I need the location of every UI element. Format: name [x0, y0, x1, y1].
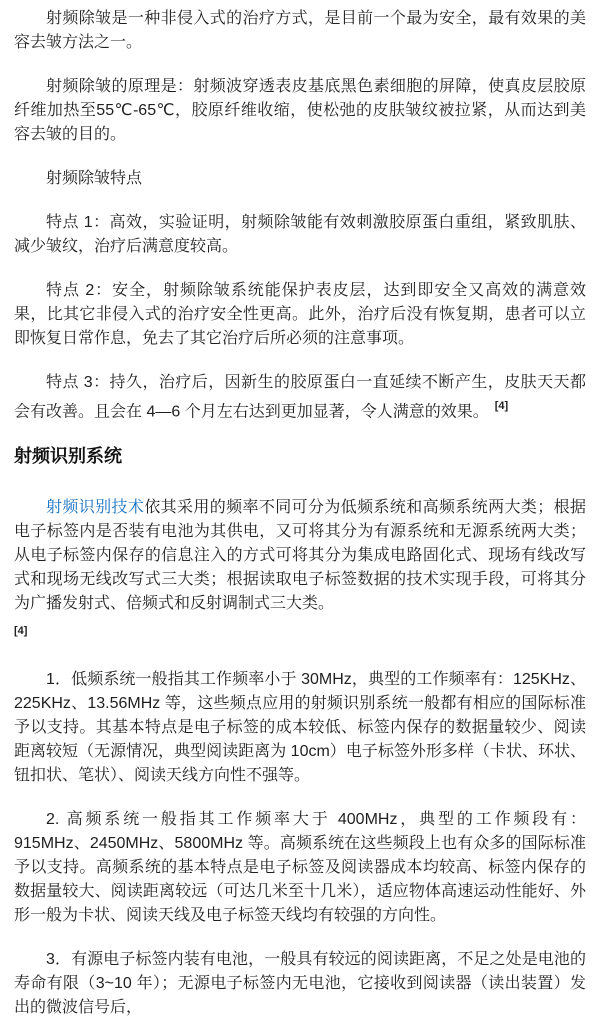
- paragraph-rfid-item-high-frequency: 2. 高频系统一般指其工作频率大于 400MHz，典型的工作频段有：915MHz、2450MHz、5800MHz 等。高频系统在这些频段上也有众多的国际标准予以支持。高频系统的基本特点是电子标签及阅读器成本均较高、标签内保存的数据量较大、阅读距离较远（可达几米至十几米），适应物体高速运动性能好、外形一般为卡状、阅读天线及电子标签天线均有较强的方向性。: [14, 810, 586, 924]
- section-heading-rfid-system: 射频识别系统: [14, 446, 122, 467]
- reference-4-line: [14, 620, 586, 649]
- paragraph-feature-2: 特点 2：安全，射频除皱系统能保护表皮层，达到即安全又高效的满意效果，比其它非侵入式的治疗安全性更高。此外，治疗后没有恢复期，患者可以立即恢复日常作息，免去了其它治疗后所必须的注意事项。: [14, 282, 586, 347]
- paragraph-rf-wrinkle-intro: 射频除皱是一种非侵入式的治疗方式，是目前一个最为安全，最有效果的美容去皱方法之一。: [14, 10, 586, 51]
- paragraph-rfid-intro: [14, 496, 586, 616]
- reference-4-standalone[interactable]: [4]: [14, 625, 28, 638]
- paragraph-rfid-item-active-tag: 3．有源电子标签内装有电池，一般具有较远的阅读距离，不足之处是电池的寿命有限（3~10 年）；无源电子标签内无电池，它接收到阅读器（读出装置）发出的微波信号后，: [14, 950, 586, 1016]
- rfid-technology-link[interactable]: 射频识别技术: [46, 499, 145, 517]
- reference-4-inline[interactable]: [4]: [494, 400, 509, 412]
- rfid-intro-text: 依其采用的频率不同可分为低频系统和高频系统两大类；根据电子标签内是否装有电池为其供电，又可将其分为有源系统和无源系统两大类；从电子标签内保存的信息注入的方式可将其分为集成电路固化式、现场有线改写式和现场无线改写式三大类；根据读取电子标签数据的技术实现手段，可将其分为广播发射式、倍频式和反射调制式三大类。: [14, 499, 586, 613]
- feature-3-text: 特点 3：持久，治疗后，因新生的胶原蛋白一直延续不断产生，皮肤天天都会有改善。且会在 4—6 个月左右达到更加显著，令人满意的效果。: [14, 374, 586, 421]
- paragraph-features-title: 射频除皱特点: [46, 170, 143, 187]
- paragraph-feature-1: 特点 1：高效，实验证明，射频除皱能有效刺激胶原蛋白重组，紧致肌肤、减少皱纹，治疗后满意度较高。: [14, 214, 586, 255]
- paragraph-rf-wrinkle-principle: 射频除皱的原理是：射频波穿透表皮基底黑色素细胞的屏障，使真皮层胶原纤维加热至55℃-65℃，胶原纤维收缩，使松弛的皮肤皱纹被拉紧，从而达到美容去皱的目的。: [14, 78, 586, 143]
- paragraph-rfid-item-low-frequency: 1．低频系统一般指其工作频率小于 30MHz，典型的工作频率有：125KHz、225KHz、13.56MHz 等，这些频点应用的射频识别系统一般都有相应的国际标准予以支持。其基本特点是电子标签的成本较低、标签内保存的数据量较少、阅读距离较短（无源情况，典型阅读距离为 10cm）电子标签外形多样（卡状、环状、钮扣状、笔状）、阅读天线方向性不强等。: [14, 670, 586, 784]
- paragraph-feature-3: [14, 371, 586, 424]
